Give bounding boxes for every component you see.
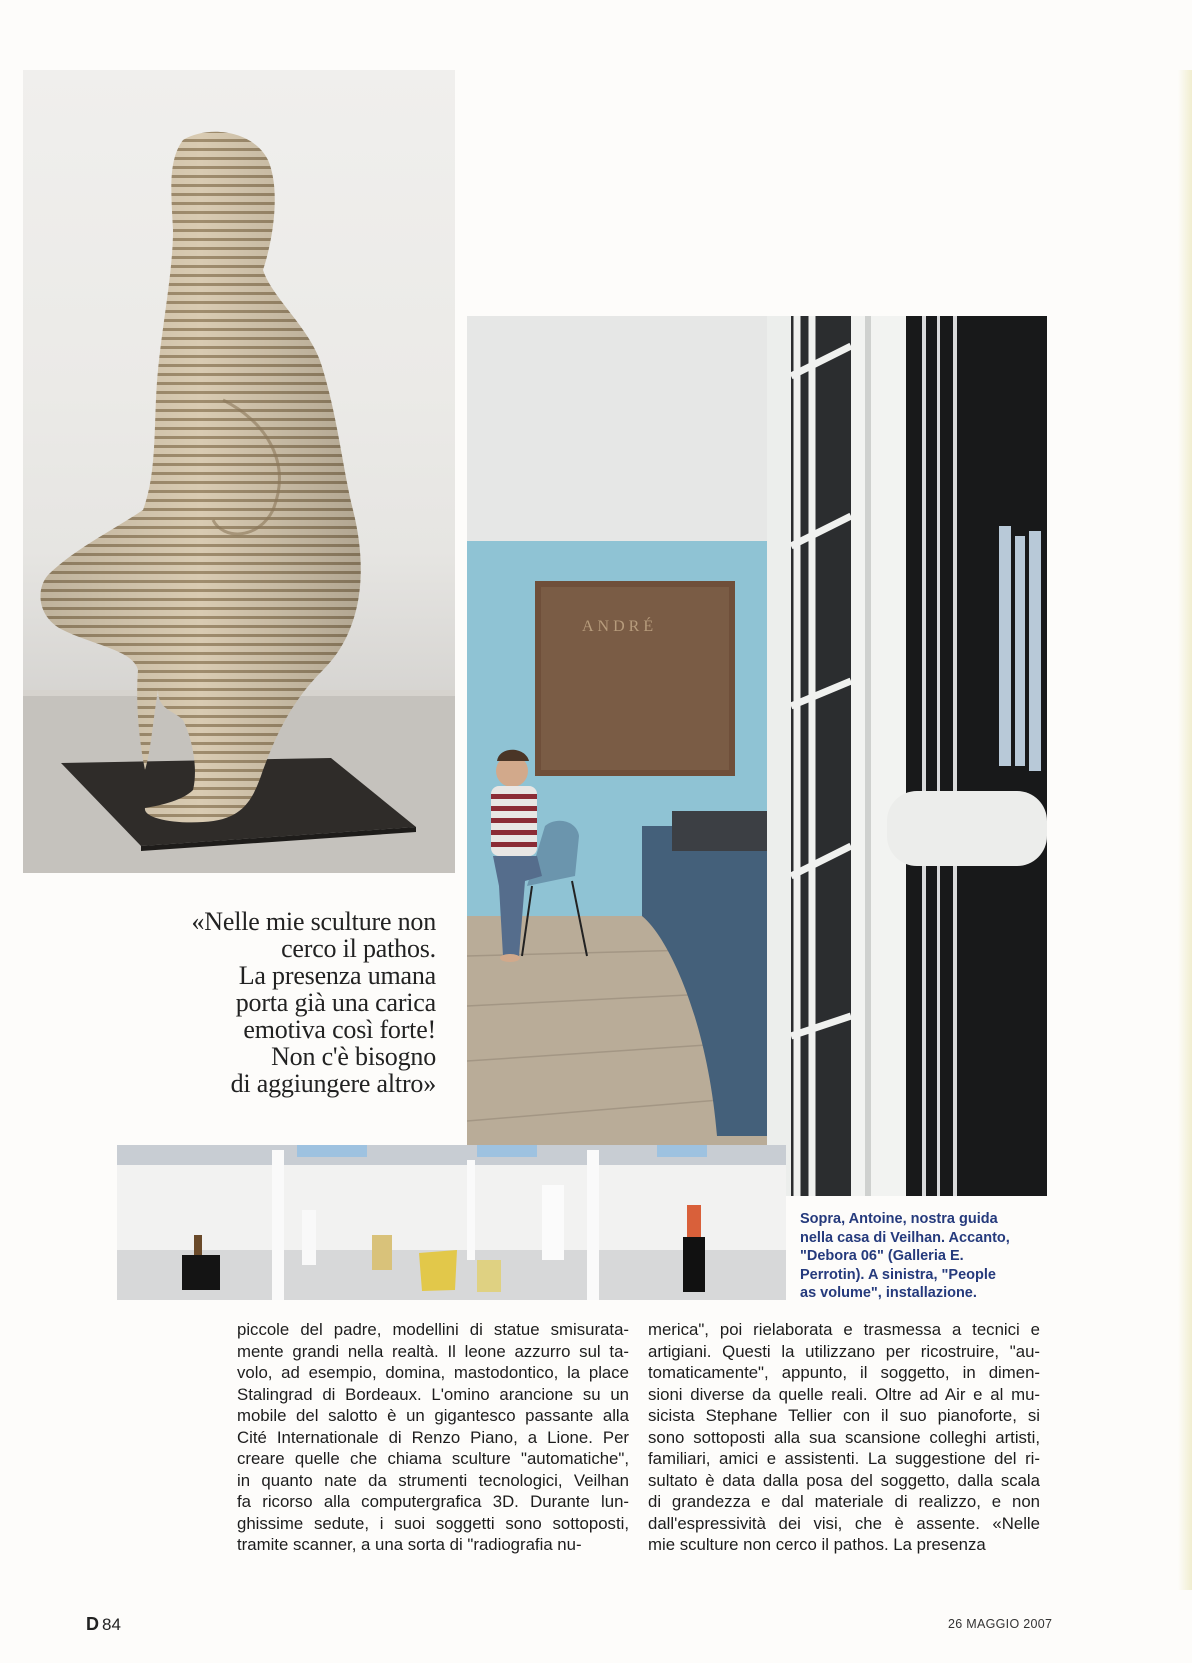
caption-line: "Debora 06" (Galleria E. xyxy=(800,1248,964,1264)
caption-line: nella casa di Veilhan. Accanto, xyxy=(800,1229,1010,1246)
body-column-left xyxy=(237,1319,629,1556)
pull-quote-line: Non c'è bisogno xyxy=(271,1042,436,1071)
photo-caption xyxy=(800,1210,1022,1303)
body-line: sultato è data dalla posa del soggetto, dalla scala xyxy=(648,1470,1040,1490)
body-line: mente grandi nella realtà. Il leone azzurro sul ta- xyxy=(237,1341,629,1361)
body-line: merica", poi rielaborata e trasmessa a tecnici e xyxy=(648,1320,1040,1339)
body-line: sioni diverse da quelle reali. Oltre ad Air e al mu- xyxy=(648,1384,1040,1404)
room-illustration xyxy=(467,316,1047,1196)
body-line: fa ricorso alla computergrafica 3D. Durante lun- xyxy=(237,1492,629,1511)
caption-line: Sopra, Antoine, nostra guida xyxy=(800,1211,998,1227)
body-line: ghissime sedute, i suoi soggetti sono sottoposti, xyxy=(237,1513,629,1533)
body-line: sono sottoposti alla sua scansione colleghi artisti, xyxy=(648,1427,1040,1447)
pull-quote-line: di aggiungere altro» xyxy=(230,1069,436,1098)
magazine-letter: D xyxy=(86,1614,99,1634)
pull-quote-line: «Nelle mie sculture non xyxy=(191,907,436,936)
body-line: di grandezza e dal materiale di realizzo, e non xyxy=(648,1492,1040,1511)
page-number: 84 xyxy=(102,1615,121,1634)
body-line: piccole del padre, modellini di statue smisurata- xyxy=(237,1320,629,1339)
photo-sculpture-debora xyxy=(23,70,455,873)
page-folio xyxy=(86,1614,121,1635)
body-line: artigiani. Questi la utilizzano per ricostruire, "au- xyxy=(648,1341,1040,1361)
painting-lettering: ANDRÉ xyxy=(582,618,658,635)
pull-quote-line: cerco il pathos. xyxy=(281,934,436,963)
photo-people-as-volume-installation xyxy=(117,1145,786,1300)
body-line: volo, ad esempio, domina, mastodontico, la place xyxy=(237,1363,629,1382)
body-line: mobile del salotto è un gigantesco passante alla xyxy=(237,1406,629,1425)
body-line: mie sculture non cerco il pathos. La presenza xyxy=(648,1535,986,1554)
body-line: Stalingrad di Bordeaux. L'omino arancione su un xyxy=(237,1384,629,1404)
body-line: sicista Stephane Tellier con il suo pianoforte, si xyxy=(648,1406,1040,1425)
body-line: tomaticamente", appunto, il soggetto, in dimen- xyxy=(648,1363,1040,1382)
gallery-illustration xyxy=(117,1145,786,1300)
page-edge xyxy=(1178,70,1192,1590)
pull-quote xyxy=(140,908,436,1097)
pull-quote-line: emotiva così forte! xyxy=(243,1015,436,1044)
body-line: creare quelle che chiama sculture "automatiche", xyxy=(237,1449,629,1468)
caption-line: as volume", installazione. xyxy=(800,1285,977,1301)
body-column-right xyxy=(648,1319,1040,1556)
caption-line: Perrotin). A sinistra, "People xyxy=(800,1266,996,1283)
pull-quote-line: porta già una carica xyxy=(235,988,436,1017)
body-line: familiari, amici e assistenti. La suggestione del ri- xyxy=(648,1449,1040,1468)
body-line: dall'espressività dei visi, che è assente. «Nelle xyxy=(648,1513,1040,1533)
issue-date: 26 MAGGIO 2007 xyxy=(948,1617,1053,1631)
sculpture-illustration xyxy=(23,70,455,873)
body-line: Cité Internationale di Renzo Piano, a Lione. Per xyxy=(237,1427,629,1447)
body-line: in quanto nate da strumenti tecnologici, Veilhan xyxy=(237,1470,629,1490)
pull-quote-line: La presenza umana xyxy=(238,961,436,990)
body-line: tramite scanner, a una sorta di "radiografia nu- xyxy=(237,1535,582,1554)
photo-room-antoine xyxy=(467,316,1047,1196)
